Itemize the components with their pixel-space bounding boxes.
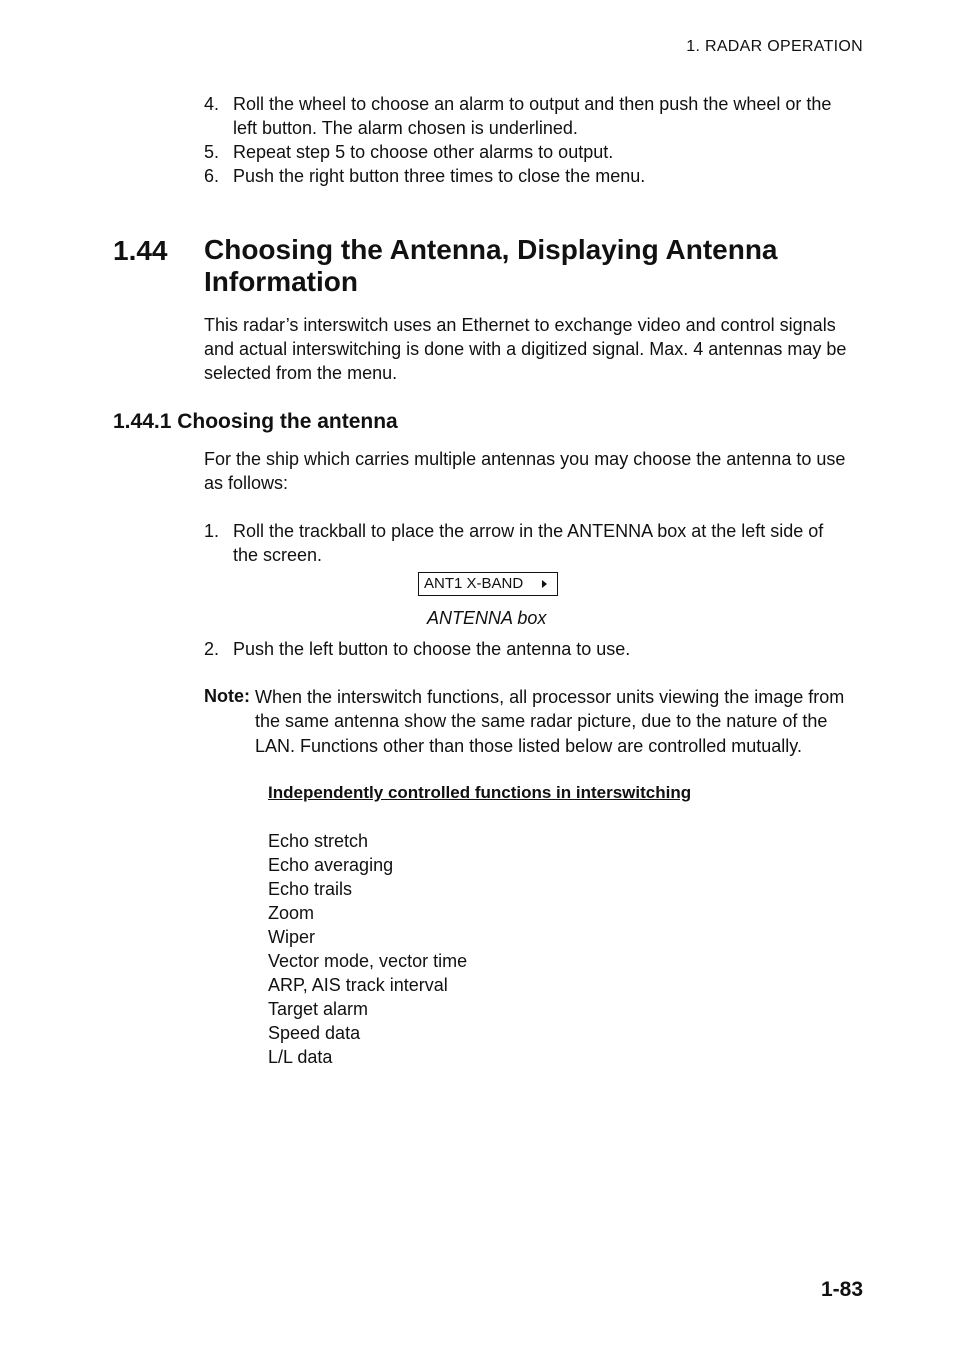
step-6-number: 6. <box>204 166 220 186</box>
list-item: Echo averaging <box>268 855 394 875</box>
step-1-line-1: Roll the trackball to place the arrow in the ANTENNA box at the left side of <box>233 521 824 541</box>
step-1-number: 1. <box>204 521 220 541</box>
step-1-line-2: the screen. <box>233 545 323 565</box>
subsection-intro-line-2: as follows: <box>204 473 289 493</box>
functions-title: Independently controlled functions in interswitching <box>268 783 692 802</box>
step-2-number: 2. <box>204 639 220 659</box>
note-line-3: LAN. Functions other than those listed below are controlled mutually. <box>255 736 802 756</box>
list-item: Echo stretch <box>268 831 369 851</box>
list-item: Echo trails <box>268 879 353 899</box>
list-item: L/L data <box>268 1047 333 1067</box>
step-6-line-1: Push the right button three times to close the menu. <box>233 166 646 186</box>
note-label: Note: <box>204 686 250 706</box>
list-item: Speed data <box>268 1023 361 1043</box>
section-intro-line-3: selected from the menu. <box>204 363 398 383</box>
section-intro-line-2: and actual interswitching is done with a digitized signal. Max. 4 antennas may be <box>204 339 847 359</box>
section-number: 1.44 <box>113 235 168 266</box>
step-4-line-2: left button. The alarm chosen is underlined. <box>233 118 578 138</box>
step-5-line-1: Repeat step 5 to choose other alarms to output. <box>233 142 614 162</box>
subsection-heading: 1.44.1 Choosing the antenna <box>113 410 398 433</box>
list-item: Vector mode, vector time <box>268 951 468 971</box>
list-item: Target alarm <box>268 999 369 1019</box>
triangle-right-icon <box>542 580 547 588</box>
running-header: 1. RADAR OPERATION <box>686 38 863 55</box>
page-number: 1-83 <box>820 1278 863 1301</box>
step-5-number: 5. <box>204 142 220 162</box>
antenna-box[interactable] <box>418 572 558 596</box>
antenna-box-label: ANT1 X-BAND <box>424 575 524 592</box>
section-title-line-2: Information <box>204 266 358 297</box>
list-item: Zoom <box>268 903 315 923</box>
antenna-box-caption: ANTENNA box <box>427 608 547 628</box>
subsection-intro-line-1: For the ship which carries multiple antennas you may choose the antenna to use <box>204 449 846 469</box>
note-line-1: When the interswitch functions, all processor units viewing the image from <box>255 687 845 707</box>
functions-list <box>268 829 467 1069</box>
section-title-line-1: Choosing the Antenna, Displaying Antenna <box>204 234 778 265</box>
section-intro-line-1: This radar’s interswitch uses an Ethernet to exchange video and control signals <box>204 315 836 335</box>
step-4-line-1: Roll the wheel to choose an alarm to output and then push the wheel or the <box>233 94 832 114</box>
list-item: ARP, AIS track interval <box>268 975 448 995</box>
list-item: Wiper <box>268 927 316 947</box>
step-4-number: 4. <box>204 94 220 114</box>
note-line-2: the same antenna show the same radar picture, due to the nature of the <box>255 711 828 731</box>
section-title <box>204 234 778 298</box>
step-2-line-1: Push the left button to choose the antenna to use. <box>233 639 631 659</box>
